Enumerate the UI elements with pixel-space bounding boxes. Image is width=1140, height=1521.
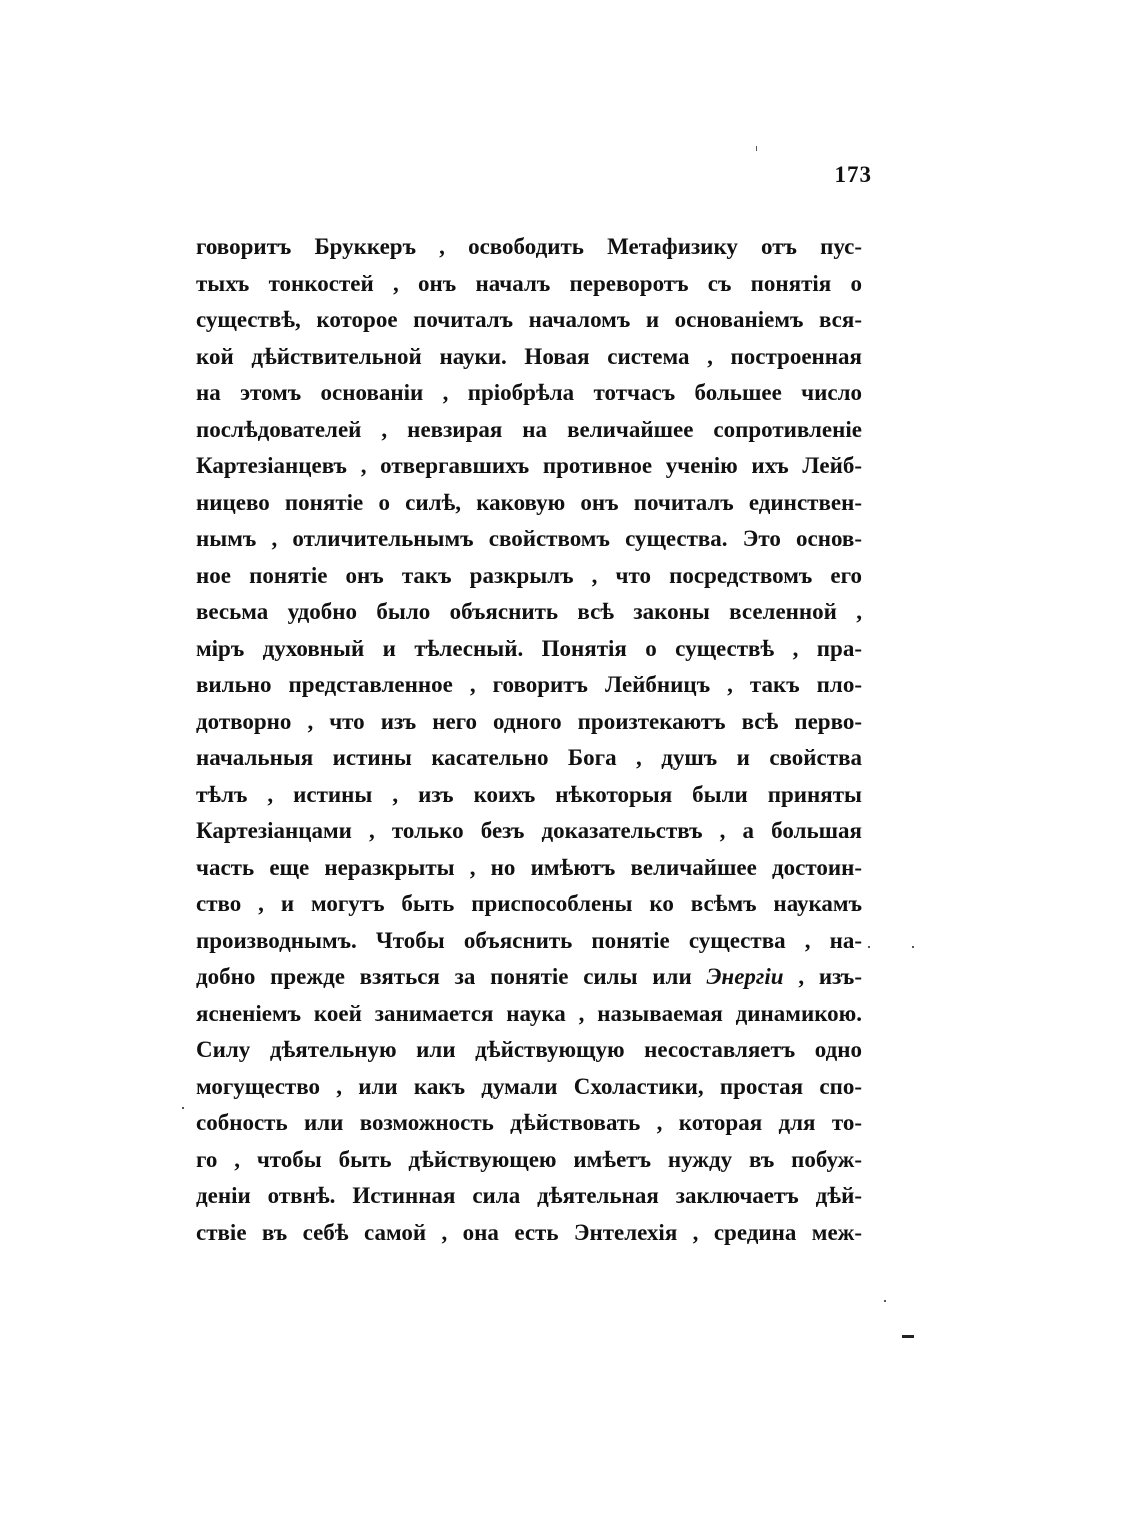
text-line: весьма удобно было объяснить всѣ законы вселенной , [196,599,862,624]
text-line: деніи отвнѣ. Истинная сила дѣятельная заключаетъ дѣй- [196,1183,862,1208]
text-line: Силу дѣятельную или дѣйствующую несоставляетъ одно [196,1037,862,1062]
scan-speck [182,1107,184,1109]
text-line: ствіе въ себѣ самой , она есть Энтелехія , средина меж- [196,1219,862,1245]
text-line: часть еще неразкрыты , но имѣютъ величайшее достоин- [196,854,862,880]
scan-speck [868,946,870,948]
italic-term: Энергіи [706,964,784,989]
text-segment: , изъ- [783,964,862,989]
text-line: кой дѣйствительной науки. Новая система , построенная [196,343,862,369]
text-line: существѣ, которое почиталъ началомъ и основаніемъ вся- [196,307,862,332]
text-line: ницево понятіе о силѣ, каковую онъ почиталъ единствен- [196,489,862,515]
page-number: 173 [834,162,872,187]
text-line: ное понятіе онъ такъ разкрылъ , что посредствомъ его [196,562,862,588]
scan-speck [756,146,757,151]
body-text [196,229,862,1251]
scan-speck [912,946,914,948]
text-line: нымъ , отличительнымъ свойствомъ существа. Это основ- [196,526,862,551]
text-line: начальныя истины касательно Бога , душъ и свойства [196,745,862,770]
text-segment: добно прежде взяться за понятіе силы или [196,964,707,989]
text-line: послѣдователей , невзирая на величайшее сопротивленіе [196,416,862,442]
text-line: говоритъ Бруккеръ , освободить Метафизику отъ пус- [196,234,862,259]
text-line: го , чтобы быть дѣйствующею имѣетъ нужду въ побуж- [196,1146,862,1172]
text-line: тыхъ тонкостей , онъ началъ переворотъ съ понятія о [196,270,862,296]
text-line-with-italic [196,959,862,996]
text-line: дотворно , что изъ него одного произтекаютъ всѣ перво- [196,708,862,734]
text-line: производнымъ. Чтобы объяснить понятіе существа , на- [196,927,862,953]
scan-speck [902,1335,914,1338]
text-line: собность или возможность дѣйствовать , которая для то- [196,1110,862,1135]
text-line: ясненіемъ коей занимается наука , называемая динамикою. [196,1000,862,1026]
scan-speck [884,1300,886,1302]
text-line: тѣлъ , истины , изъ коихъ нѣкоторыя были приняты [196,781,862,807]
text-line: вильно представленное , говоритъ Лейбницъ , такъ пло- [196,672,862,697]
text-line: ство , и могутъ быть приспособлены ко всѣмъ наукамъ [196,891,862,916]
text-line: Картезіанцевъ , отвергавшихъ противное ученію ихъ Лейб- [196,453,862,478]
text-line: на этомъ основаніи , пріобрѣла тотчасъ большее число [196,380,862,405]
text-line: могущество , или какъ думали Схоластики, простая спо- [196,1073,862,1099]
text-line: міръ духовный и тѣлесный. Понятія о существѣ , пра- [196,635,862,661]
text-line: Картезіанцами , только безъ доказательствъ , а большая [196,818,862,843]
